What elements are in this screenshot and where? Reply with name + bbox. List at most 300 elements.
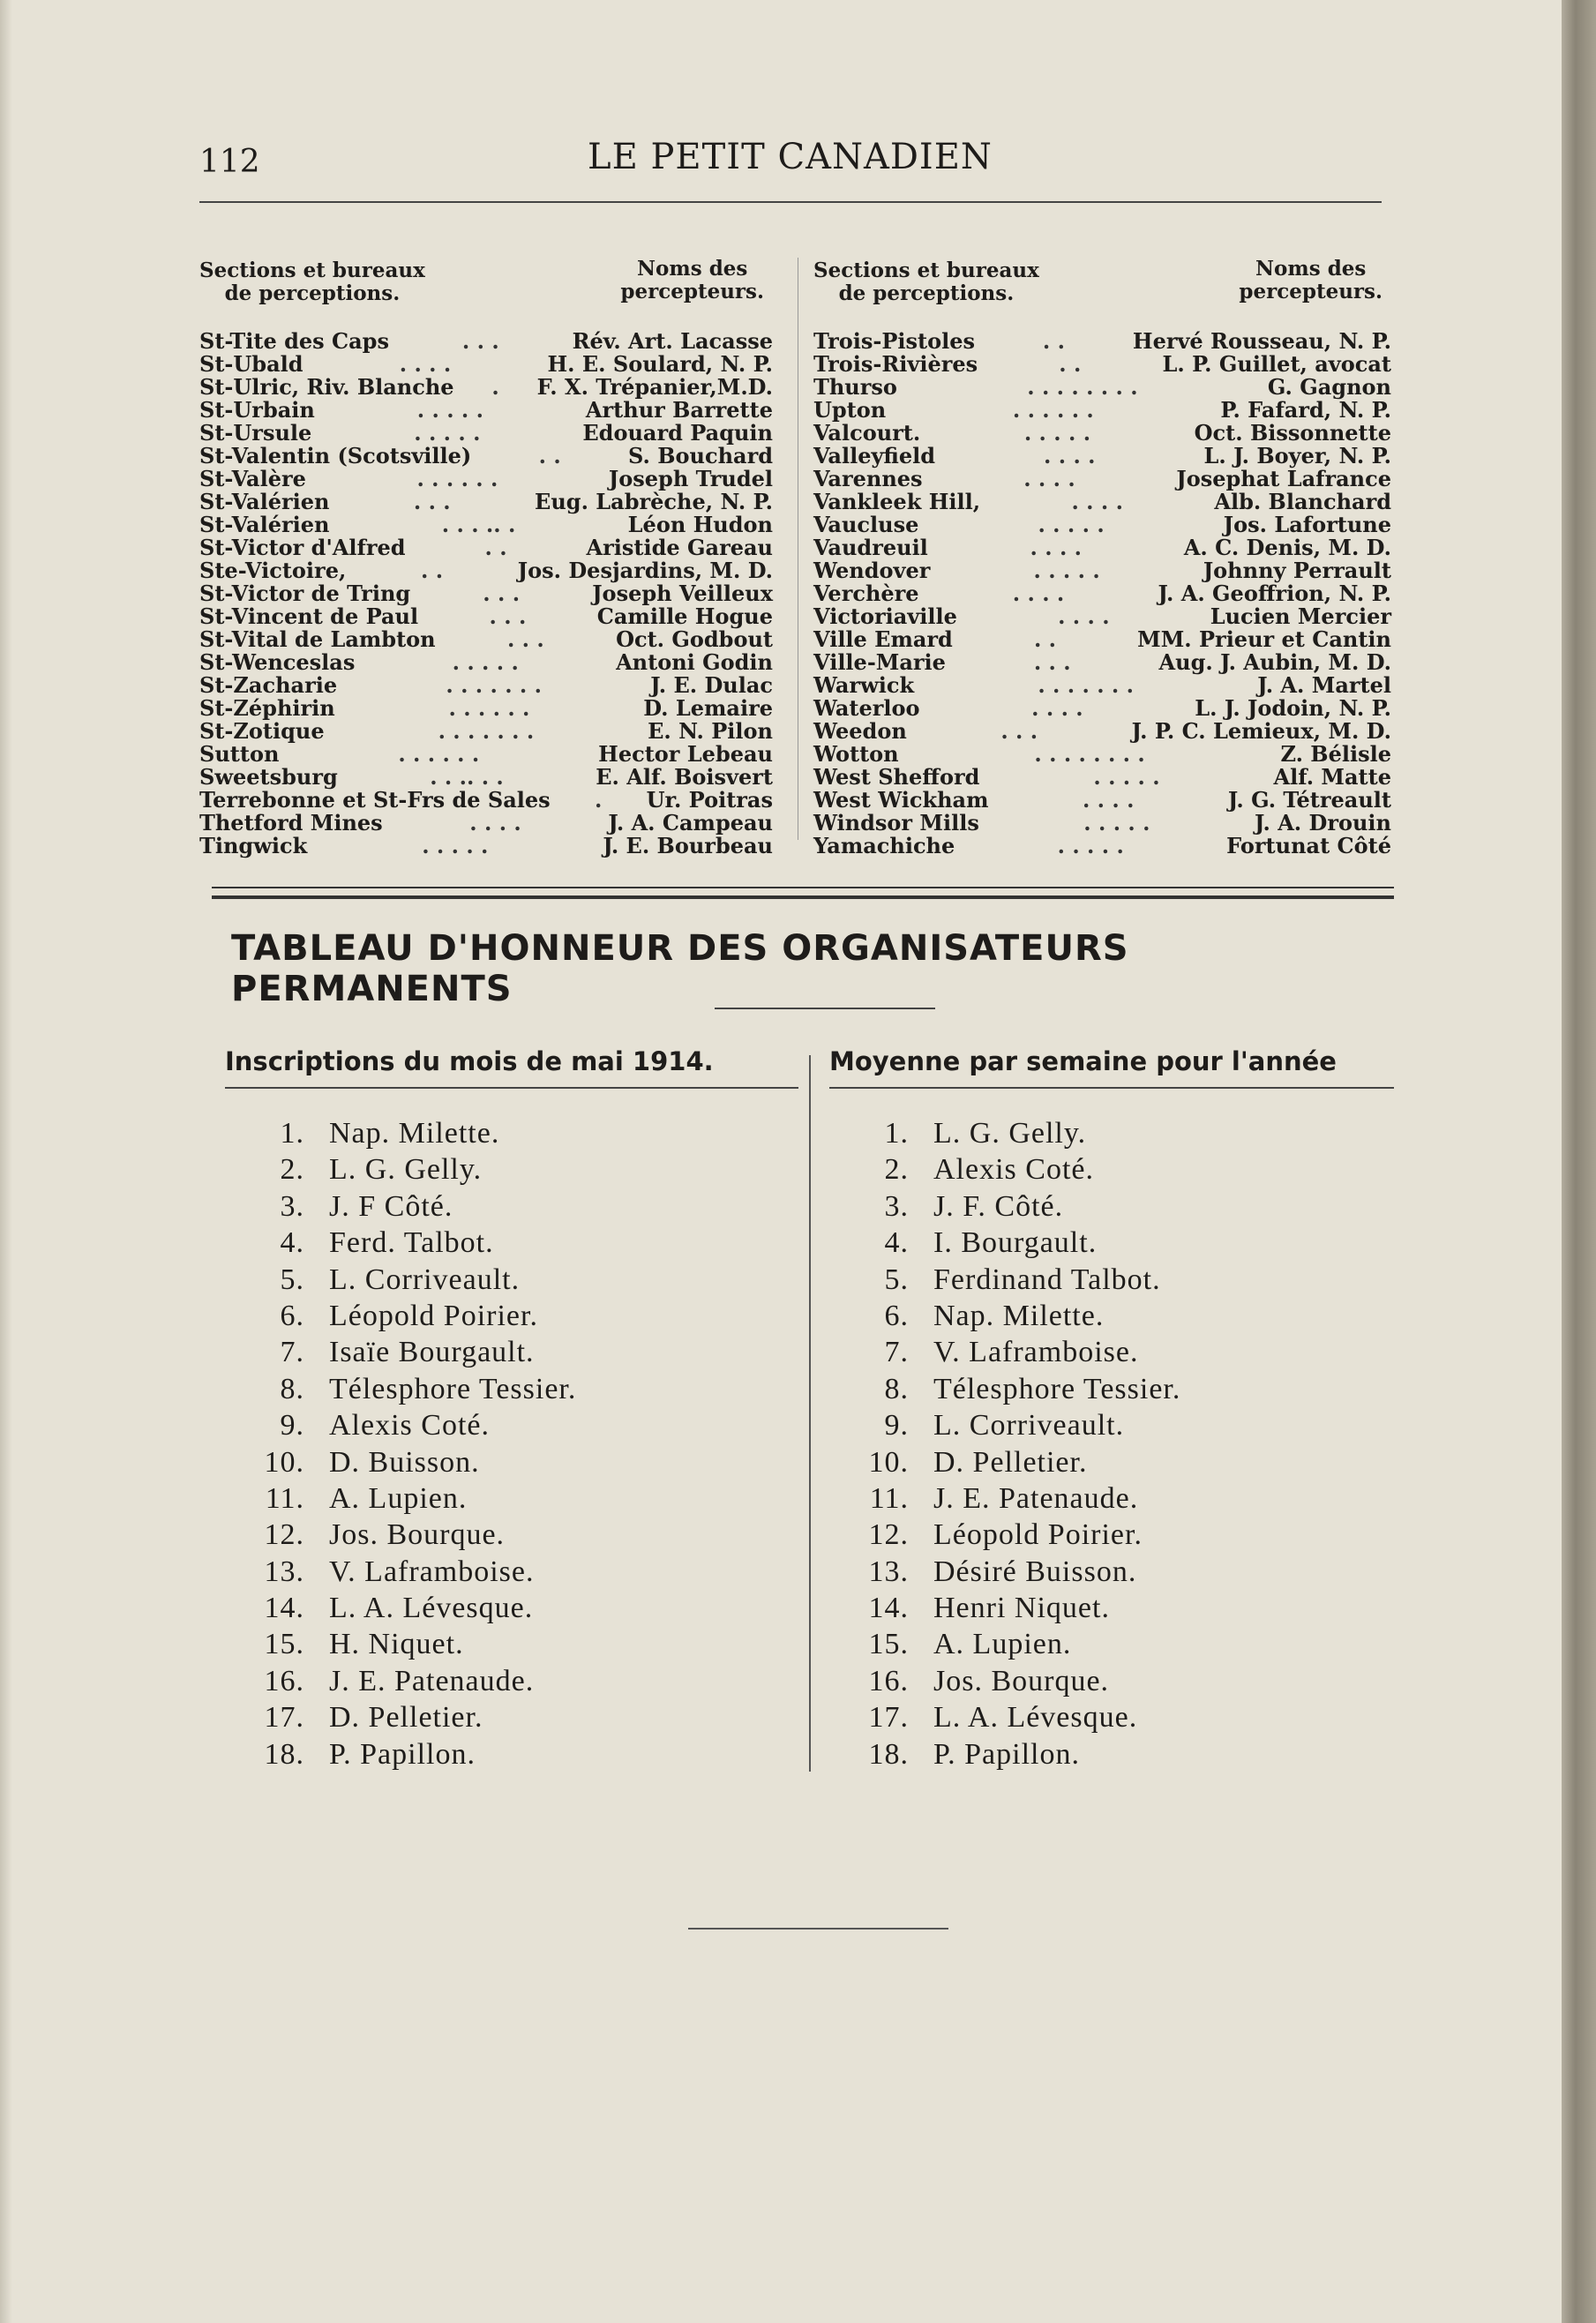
organizer-name: Ferdinand Talbot. [933,1263,1161,1296]
section-name: Victoriaville [813,603,957,629]
honor-entry [829,1407,1394,1443]
title-underline [715,1008,935,1009]
honor-entry [829,1554,1394,1590]
collector-name: L. J. Jodoin, N. P. [1195,695,1391,721]
collector-name: J. E. Bourbeau [603,833,773,858]
rank-number: 17. [868,1701,909,1735]
organizer-name: H. Niquet. [329,1628,464,1661]
organizer-name: I. Bourgault. [933,1226,1098,1260]
leader-dots: . . [538,445,561,468]
rank-number: 18. [868,1737,909,1771]
perceptions-right-header [813,259,1391,321]
collector-name: Edouard Paquin [582,420,773,446]
perception-row [199,376,773,399]
organizer-name: Télesphore Tessier. [933,1372,1181,1405]
collector-name: E. N. Pilon [648,718,773,744]
leader-dots: . . . . . . . [446,674,542,697]
collector-name: P. Fafard, N. P. [1220,397,1391,423]
organizer-name: Isaïe Bourgault. [329,1336,535,1369]
leader-dots: . . . . . [1033,559,1100,582]
rank-number: 8. [280,1372,304,1405]
honor-entry [829,1334,1394,1370]
leader-dots: . . . [1000,720,1038,743]
section-name: Terrebonne et St-Frs de Sales [199,787,551,813]
organizer-name: L. A. Lévesque. [329,1592,534,1625]
collector-name: Lucien Mercier [1210,603,1391,629]
rank-number: 5. [884,1263,909,1296]
perception-row [199,536,773,559]
section-name: Vankleek Hill, [813,489,981,514]
perception-row [813,582,1391,605]
organizer-name: A. Lupien. [329,1481,468,1515]
perception-row [813,468,1391,491]
honor-right-list [829,1115,1394,1772]
collector-name: Oct. Godbout [616,626,773,652]
leader-dots: . . . . [1023,468,1075,491]
perception-row [813,605,1391,628]
section-name: Thurso [813,374,897,400]
leader-dots: . . . . . [1038,513,1105,536]
honor-entry [225,1736,798,1772]
column-heading-collectors: Noms des percepteurs. [620,257,764,303]
collector-name: Rév. Art. Lacasse [572,328,773,354]
perception-row [199,812,773,835]
section-name: Waterloo [813,695,920,721]
collector-name: Joseph Veilleux [592,581,773,606]
organizer-name: Télesphore Tessier. [329,1372,577,1405]
leader-dots: . . . . . [452,651,519,674]
honor-entry [829,1188,1394,1225]
rank-number: 7. [884,1336,909,1369]
collector-name: Hector Lebeau [598,741,773,767]
section-name: St-Urbain [199,397,315,423]
rank-number: 12. [264,1518,304,1552]
honor-entry [225,1699,798,1735]
honor-entry [225,1554,798,1590]
perception-row [813,376,1391,399]
collector-name: G. Gagnon [1267,374,1391,400]
leader-dots: . [491,376,499,399]
collector-name: Camille Hogue [596,603,773,629]
perception-row [813,674,1391,697]
organizer-name: Alexis Coté. [933,1153,1094,1187]
rank-number: 10. [264,1445,304,1479]
rank-number: 17. [264,1701,304,1735]
leader-dots: . . . . . [1057,835,1124,858]
section-name: St-Tite des Caps [199,328,389,354]
honor-entry [225,1626,798,1662]
honor-entry [829,1626,1394,1662]
perception-row [199,445,773,468]
collector-name: Hervé Rousseau, N. P. [1132,328,1391,354]
honor-right-column [829,1046,1394,1772]
rank-number: 1. [280,1117,304,1150]
collector-name: J. A. Geoffrion, N. P. [1158,581,1391,606]
rank-number: 4. [280,1226,304,1260]
leader-dots: . . . . . . [416,468,498,491]
rank-number: 2. [280,1153,304,1187]
page-number: 112 [199,144,260,180]
perception-row [813,491,1391,513]
perceptions-left-list [199,330,773,858]
collector-name: Eug. Labrèche, N. P. [535,489,773,514]
rank-number: 1. [884,1117,909,1150]
leader-dots: . . . . . . . . [1034,743,1145,766]
organizer-name: J. E. Patenaude. [329,1664,535,1697]
leader-dots: . . . . [1071,491,1123,513]
perception-row [199,789,773,812]
honor-entry [225,1590,798,1626]
honor-entry [829,1298,1394,1334]
section-name: West Shefford [813,764,980,790]
section-name: St-Valentin (Scotsville) [199,443,472,468]
honor-entry [829,1115,1394,1151]
collector-name: Léon Hudon [627,512,773,537]
perception-row [199,582,773,605]
section-name: St-Vincent de Paul [199,603,419,629]
perception-row [813,536,1391,559]
honor-left-column [225,1046,798,1772]
leader-dots: . . . . [1058,605,1110,628]
collector-name: A. C. Denis, M. D. [1183,535,1391,560]
collector-name: Joseph Trudel [608,466,773,491]
perception-row [199,720,773,743]
leader-dots: . . . . . [1083,812,1150,835]
perception-row [199,605,773,628]
honor-left-heading: Inscriptions du mois de mai 1914. [225,1046,798,1089]
perception-row [199,422,773,445]
rank-number: 10. [868,1445,909,1479]
leader-dots: . . . . . [1023,422,1091,445]
honor-entry [225,1334,798,1370]
collector-name: D. Lemaire [643,695,773,721]
leader-dots: . . . [1033,651,1071,674]
organizer-name: Léopold Poirier. [329,1299,538,1332]
perception-row [813,399,1391,422]
perception-row [199,651,773,674]
honor-entry [829,1225,1394,1261]
collector-name: J. A. Drouin [1254,810,1391,836]
section-name: Sutton [199,741,280,767]
organizer-name: D. Buisson. [329,1445,480,1479]
perception-row [199,674,773,697]
organizer-name: V. Laframboise. [329,1555,535,1588]
rank-number: 9. [280,1409,304,1443]
section-name: Trois-Pistoles [813,328,976,354]
collector-name: Arthur Barrette [585,397,773,423]
honor-column-separator [809,1055,811,1772]
page-header [199,137,1382,190]
section-name: St-Ubald [199,351,303,377]
organizer-name: Henri Niquet. [933,1592,1110,1625]
leader-dots: . . . . [1030,536,1083,559]
rank-number: 11. [869,1481,909,1515]
rank-number: 9. [884,1409,909,1443]
honor-entry [225,1480,798,1517]
perceptions-right-list [813,330,1391,858]
collector-name: Johnny Perrault [1203,558,1391,583]
organizer-name: L. Corriveault. [933,1409,1125,1443]
perception-row [813,651,1391,674]
rank-number: 5. [280,1263,304,1296]
perception-row [199,697,773,720]
rank-number: 15. [264,1628,304,1661]
collector-name: Jos. Lafortune [1223,512,1391,537]
honor-entry [225,1407,798,1443]
section-name: Windsor Mills [813,810,979,836]
rank-number: 6. [884,1299,909,1332]
organizer-name: D. Pelletier. [329,1701,483,1735]
leader-dots: . . [1033,628,1057,651]
collector-name: S. Bouchard [628,443,773,468]
leader-dots: . . . . . . . [438,720,535,743]
collector-name: Alb. Blanchard [1214,489,1391,514]
collector-name: E. Alf. Boisvert [596,764,773,790]
rank-number: 6. [280,1299,304,1332]
section-name: Upton [813,397,887,423]
collector-name: L. J. Boyer, N. P. [1203,443,1391,468]
perception-row [199,835,773,858]
leader-dots: . . . . [1082,789,1135,812]
section-name: St-Ursule [199,420,312,446]
section-name: Valcourt. [813,420,921,446]
organizer-name: Alexis Coté. [329,1409,490,1443]
perception-row [199,491,773,513]
section-name: Wotton [813,741,899,767]
book-spine-edge [1562,0,1596,2323]
column-heading-sections: Sections et bureaux de perceptions. [813,259,1039,305]
perception-row [813,353,1391,376]
honor-entry [225,1663,798,1699]
leader-dots: . . [421,559,444,582]
collector-name: Oct. Bissonnette [1194,420,1391,446]
leader-dots: . . . [461,330,499,353]
collector-name: Antoni Godin [616,649,773,675]
organizer-name: Désiré Buisson. [933,1555,1137,1588]
organizer-name: Ferd. Talbot. [329,1226,494,1260]
collector-name: Alf. Matte [1273,764,1391,790]
rank-number: 2. [884,1153,909,1187]
organizer-name: L. Corriveault. [329,1263,521,1296]
organizer-name: Léopold Poirier. [933,1518,1143,1552]
honor-entry [225,1444,798,1480]
perception-row [813,513,1391,536]
rank-number: 16. [868,1664,909,1697]
perceptions-left-column [199,259,773,858]
section-name: St-Zacharie [199,672,338,698]
collector-name: Josephat Lafrance [1176,466,1391,491]
section-name: St-Valérien [199,489,330,514]
collector-name: Z. Bélisle [1280,741,1391,767]
honor-entry [829,1736,1394,1772]
section-name: Weedon [813,718,907,744]
honor-entry [829,1517,1394,1553]
organizer-name: Nap. Milette. [329,1117,500,1150]
closing-rule [688,1928,948,1930]
organizer-name: J. F. Côté. [933,1189,1064,1223]
organizer-name: P. Papillon. [329,1737,476,1771]
section-name: St-Wenceslas [199,649,356,675]
honor-entry [225,1371,798,1407]
column-heading-sections: Sections et bureaux de perceptions. [199,259,425,305]
leader-dots: . . . [489,605,527,628]
honor-entry [829,1590,1394,1626]
organizer-name: P. Papillon. [933,1737,1080,1771]
perception-row [813,559,1391,582]
rank-number: 14. [868,1592,909,1625]
leader-dots: . . . . . [414,422,481,445]
section-name: Sweetsburg [199,764,338,790]
collector-name: J. A. Martel [1257,672,1391,698]
collector-name: Jos. Desjardins, M. D. [517,558,773,583]
collector-name: F. X. Trépanier,M.D. [536,374,773,400]
section-name: Wendover [813,558,931,583]
leader-dots: . . [1042,330,1065,353]
rank-number: 3. [884,1189,909,1223]
honor-entry [225,1188,798,1225]
section-name: St-Vital de Lambton [199,626,436,652]
section-name: Ste-Victoire, [199,558,347,583]
section-divider [212,887,1394,899]
honor-entry [225,1517,798,1553]
collector-name: MM. Prieur et Cantin [1137,626,1391,652]
leader-dots: . . . . . . [448,697,530,720]
collector-name: L. P. Guillet, avocat [1162,351,1391,377]
honor-entry [225,1298,798,1334]
page-left-edge [0,0,12,2323]
collector-name: J. A. Campeau [608,810,773,836]
organizer-name: Nap. Milette. [933,1299,1105,1332]
perceptions-right-column [813,259,1391,858]
leader-dots: . . . . [399,353,452,376]
perception-row [813,812,1391,835]
rank-number: 11. [265,1481,304,1515]
section-name: West Wickham [813,787,989,813]
leader-dots: . . . . . [416,399,483,422]
honor-roll-title: TABLEAU D'HONNEUR DES ORGANISATEURS PERMANENTS [231,928,1129,1009]
honor-entry [829,1444,1394,1480]
section-name: St-Ulric, Riv. Blanche [199,374,454,400]
leader-dots: . . . [506,628,544,651]
section-name: Verchère [813,581,919,606]
honor-entry [225,1115,798,1151]
perception-row [813,835,1391,858]
rank-number: 3. [280,1189,304,1223]
section-name: Valleyfield [813,443,936,468]
section-name: Ville Emard [813,626,953,652]
rank-number: 13. [264,1555,304,1588]
leader-dots: . . [1059,353,1082,376]
leader-dots: . . [484,536,507,559]
honor-entry [225,1262,798,1298]
honor-entry [829,1699,1394,1735]
column-heading-collectors: Noms des percepteurs. [1239,257,1382,303]
section-name: Vaucluse [813,512,919,537]
perception-row [813,330,1391,353]
perception-row [813,445,1391,468]
leader-dots: . . . .. . [441,513,516,536]
header-rule [199,201,1382,203]
section-name: Tingwick [199,833,308,858]
perception-row [199,399,773,422]
section-name: St-Victor de Tring [199,581,411,606]
rank-number: 8. [884,1372,909,1405]
section-name: St-Victor d'Alfred [199,535,406,560]
leader-dots: . . . . . . . . [1027,376,1138,399]
perception-row [813,789,1391,812]
rank-number: 4. [884,1226,909,1260]
honor-entry [829,1262,1394,1298]
leader-dots: . . . . . . [398,743,480,766]
section-name: St-Zéphirin [199,695,335,721]
leader-dots: . . . [413,491,451,513]
perception-row [813,628,1391,651]
section-name: Warwick [813,672,915,698]
perception-row [199,330,773,353]
collector-name: J. P. C. Lemieux, M. D. [1131,718,1391,744]
perception-row [813,422,1391,445]
organizer-name: J. E. Patenaude. [933,1481,1139,1515]
perception-row [199,468,773,491]
collector-name: Fortunat Côté [1226,833,1391,858]
rank-number: 12. [868,1518,909,1552]
section-name: St-Valère [199,466,306,491]
honor-entry [829,1480,1394,1517]
organizer-name: Jos. Bourque. [933,1664,1110,1697]
leader-dots: . . . . [469,812,521,835]
perception-row [199,513,773,536]
section-name: St-Valérien [199,512,330,537]
rank-number: 16. [264,1664,304,1697]
collector-name: Aug. J. Aubin, M. D. [1158,649,1391,675]
perception-row [813,743,1391,766]
rank-number: 7. [280,1336,304,1369]
section-name: Yamachiche [813,833,955,858]
collector-name: J. G. Tétreault [1227,787,1391,813]
collector-name: Ur. Poitras [646,787,773,813]
perception-row [813,697,1391,720]
organizer-name: J. F Côté. [329,1189,453,1223]
rank-number: 18. [264,1737,304,1771]
section-name: Vaudreuil [813,535,928,560]
leader-dots: . . . . . . . [1038,674,1134,697]
honor-entry [225,1151,798,1188]
section-name: Varennes [813,466,923,491]
section-name: St-Zotique [199,718,325,744]
honor-entry [829,1151,1394,1188]
honor-right-heading: Moyenne par semaine pour l'année [829,1046,1394,1089]
organizer-name: L. G. Gelly. [329,1153,483,1187]
perception-row [199,559,773,582]
collector-name: J. E. Dulac [650,672,773,698]
running-title: LE PETIT CANADIEN [588,137,993,177]
honor-entry [829,1371,1394,1407]
perception-row [199,766,773,789]
leader-dots: . . . . . [1093,766,1160,789]
honor-entry [829,1663,1394,1699]
leader-dots: . . . . . [422,835,489,858]
leader-dots: . . . . [1012,582,1065,605]
leader-dots: . . . . . . [1012,399,1094,422]
honor-left-list [225,1115,798,1772]
perceptions-left-header [199,259,773,321]
organizer-name: L. G. Gelly. [933,1117,1087,1150]
rank-number: 14. [264,1592,304,1625]
perception-row [813,766,1391,789]
perception-row [199,353,773,376]
perception-row [199,743,773,766]
leader-dots: . . .. . . [430,766,504,789]
